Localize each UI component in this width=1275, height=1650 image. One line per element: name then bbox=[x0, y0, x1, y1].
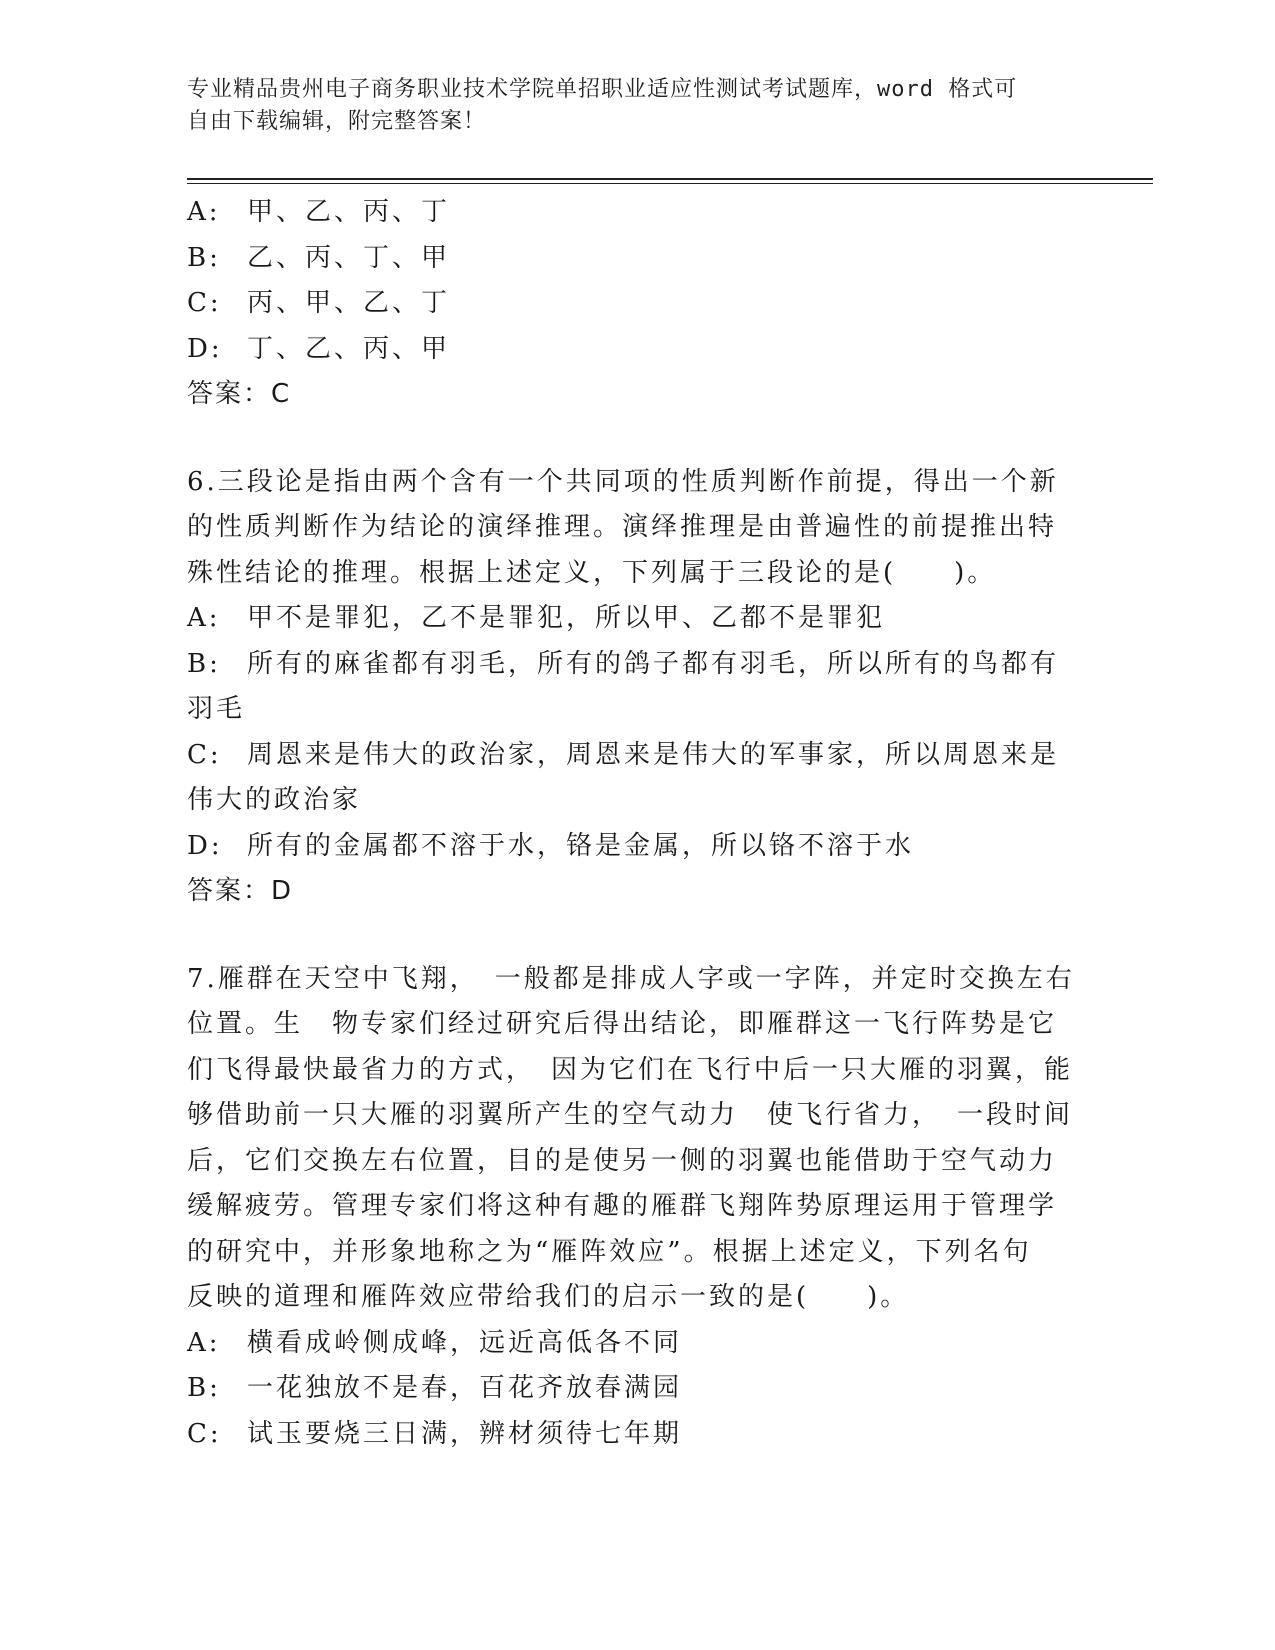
option-text: 丁、乙、丙、甲 bbox=[247, 333, 451, 364]
option-text: 所有的麻雀都有羽毛，所有的鸽子都有羽毛，所以所有的鸟都有 bbox=[247, 648, 1060, 679]
q6-option-c bbox=[187, 733, 1087, 779]
q6-option-a bbox=[187, 596, 1087, 642]
option-text: 乙、丙、丁、甲 bbox=[247, 242, 451, 273]
option-letter: A: bbox=[187, 603, 221, 633]
option-text: 甲不是罪犯，乙不是罪犯，所以甲、乙都不是罪犯 bbox=[247, 603, 886, 633]
q6-stem-line: 殊性结论的推理。根据上述定义，下列属于三段论的是( )。 bbox=[187, 557, 997, 588]
q5-answer: 答案：C bbox=[187, 379, 292, 409]
option-letter: B: bbox=[187, 1373, 221, 1403]
q7-stem-line: 位置。生 物专家们经过研究后得出结论，即雁群这一飞行阵势是它 bbox=[187, 1009, 1058, 1039]
q5-option-c bbox=[187, 281, 1087, 327]
option-letter: C: bbox=[187, 739, 222, 770]
q7-stem-line: 7.雁群在天空中飞翔， 一般都是排成人字或一字阵，并定时交换左右 bbox=[187, 963, 1075, 994]
q7-stem-line: 的研究中，并形象地称之为“雁阵效应”。根据上述定义，下列名句 bbox=[187, 1236, 1032, 1267]
spacer bbox=[187, 915, 1087, 957]
q5-option-d bbox=[187, 327, 1087, 373]
q7-option-c bbox=[187, 1412, 1087, 1458]
option-letter: A: bbox=[187, 197, 221, 227]
spacer bbox=[187, 418, 1087, 460]
option-text: 横看成岭侧成峰，远近高低各不同 bbox=[247, 1327, 683, 1358]
option-text: 甲、乙、丙、丁 bbox=[247, 197, 451, 227]
option-letter: B: bbox=[187, 648, 221, 679]
option-text: 一花独放不是春，百花齐放春满园 bbox=[247, 1373, 683, 1403]
q6-option-b-continued: 羽毛 bbox=[187, 694, 246, 724]
q6-option-c-continued: 伟大的政治家 bbox=[187, 785, 362, 815]
q6-stem-line: 6.三段论是指由两个含有一个共同项的性质判断作前提，得出一个新 bbox=[187, 466, 1059, 497]
q5-option-b bbox=[187, 236, 1087, 282]
q6-stem-line: 的性质判断作为结论的演绎推理。演绎推理是由普遍性的前提推出特 bbox=[187, 512, 1058, 542]
question-6 bbox=[187, 460, 1087, 915]
q7-option-b bbox=[187, 1366, 1087, 1412]
q7-stem-line: 缓解疲劳。管理专家们将这种有趣的雁群飞翔阵势原理运用于管理学 bbox=[187, 1191, 1058, 1221]
option-text: 丙、甲、乙、丁 bbox=[247, 288, 451, 318]
question-7 bbox=[187, 957, 1087, 1458]
q7-stem-line: 反映的道理和雁阵效应带给我们的启示一致的是( )。 bbox=[187, 1282, 910, 1312]
header-line-1: 专业精品贵州电子商务职业技术学院单招职业适应性测试考试题库，word 格式可 bbox=[187, 77, 1018, 102]
question-5-options bbox=[187, 190, 1087, 418]
header-divider bbox=[187, 178, 1153, 180]
option-text: 周恩来是伟大的政治家，周恩来是伟大的军事家，所以周恩来是 bbox=[247, 739, 1060, 770]
option-letter: C: bbox=[187, 288, 222, 318]
question-content bbox=[187, 190, 1087, 1457]
q6-option-d bbox=[187, 824, 1087, 870]
option-letter: D: bbox=[187, 830, 223, 861]
option-text: 所有的金属都不溶于水，铬是金属，所以铬不溶于水 bbox=[247, 830, 915, 861]
q6-option-b bbox=[187, 642, 1087, 688]
option-text: 试玉要烧三日满，辨材须待七年期 bbox=[247, 1418, 683, 1449]
q5-option-a bbox=[187, 190, 1087, 236]
header-line-2: 自由下载编辑，附完整答案！ bbox=[187, 109, 487, 134]
q7-stem-line: 们飞得最快最省力的方式， 因为它们在飞行中后一只大雁的羽翼，能 bbox=[187, 1054, 1074, 1085]
q7-stem-line: 够借助前一只大雁的羽翼所产生的空气动力 使飞行省力， 一段时间 bbox=[187, 1100, 1074, 1130]
page-header bbox=[187, 74, 1067, 138]
option-letter: A: bbox=[187, 1327, 221, 1358]
q7-option-a bbox=[187, 1321, 1087, 1367]
option-letter: C: bbox=[187, 1418, 222, 1449]
option-letter: B: bbox=[187, 242, 221, 273]
header-divider-thin bbox=[187, 183, 1153, 184]
option-letter: D: bbox=[187, 333, 223, 364]
q7-stem-line: 后，它们交换左右位置，目的是使另一侧的羽翼也能借助于空气动力 bbox=[187, 1145, 1058, 1176]
q6-answer: 答案：D bbox=[187, 876, 294, 906]
